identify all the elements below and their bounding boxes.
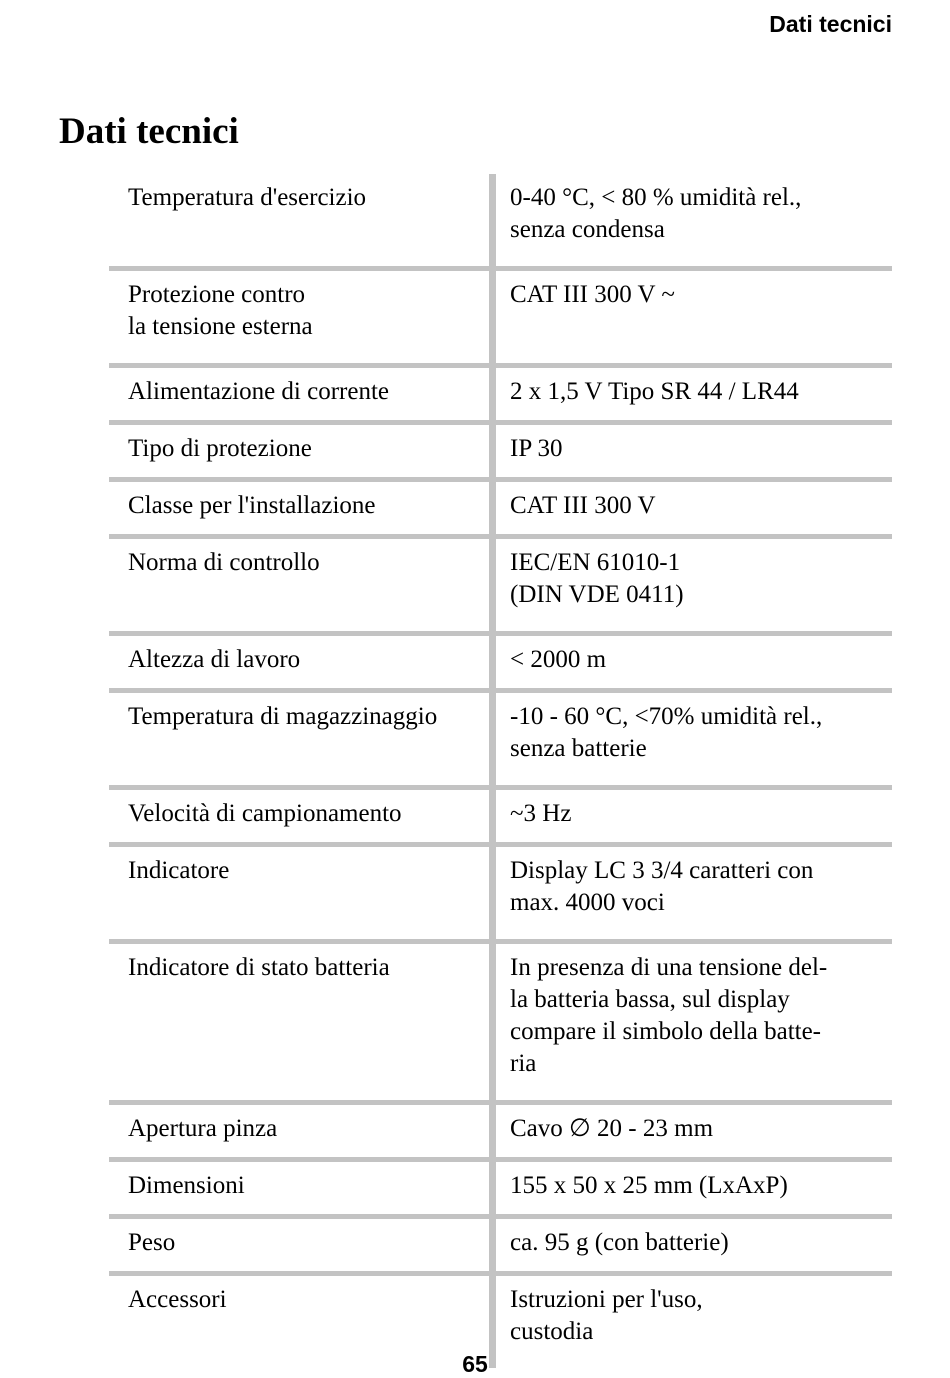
spec-row (109, 1162, 892, 1219)
spec-label: Temperatura d'esercizio (109, 174, 496, 266)
spec-value: 2 x 1,5 V Tipo SR 44 / LR44 (510, 378, 799, 405)
spec-row (109, 174, 892, 271)
spec-value: IEC/EN 61010-1 (DIN VDE 0411) (510, 549, 684, 608)
spec-label: Tipo di protezione (109, 425, 496, 477)
spec-row (109, 847, 892, 944)
spec-row (109, 1219, 892, 1276)
spec-label: Apertura pinza (109, 1105, 496, 1157)
spec-value: ca. 95 g (con batterie) (510, 1229, 729, 1256)
section-title: Dati tecnici (59, 111, 239, 152)
spec-value: CAT III 300 V (510, 492, 656, 519)
spec-row (109, 790, 892, 847)
spec-value: CAT III 300 V ~ (510, 281, 675, 308)
running-header: Dati tecnici (769, 11, 892, 37)
spec-label: Temperatura di magazzinaggio (109, 693, 496, 785)
spec-row (109, 368, 892, 425)
spec-label: Accessori (109, 1276, 496, 1368)
spec-value: ~3 Hz (510, 800, 572, 827)
spec-label: Classe per l'installazione (109, 482, 496, 534)
spec-row (109, 636, 892, 693)
spec-value: Istruzioni per l'uso, custodia (510, 1286, 703, 1345)
spec-row (109, 482, 892, 539)
spec-value: -10 - 60 °C, <70% umidità rel., senza batterie (510, 703, 823, 762)
spec-row (109, 539, 892, 636)
spec-row (109, 1105, 892, 1162)
spec-value: < 2000 m (510, 646, 607, 673)
spec-label: Altezza di lavoro (109, 636, 496, 688)
spec-label: Alimentazione di corrente (109, 368, 496, 420)
spec-label: Indicatore (109, 847, 496, 939)
spec-label: Dimensioni (109, 1162, 496, 1214)
spec-value: IP 30 (510, 435, 563, 462)
spec-row (109, 425, 892, 482)
spec-value: 155 x 50 x 25 mm (LxAxP) (510, 1172, 788, 1199)
spec-label: Indicatore di stato batteria (109, 944, 496, 1100)
spec-row (109, 944, 892, 1105)
spec-label: Norma di controllo (109, 539, 496, 631)
spec-row (109, 271, 892, 368)
spec-value: In presenza di una tensione del- la batteria bassa, sul display compare il simbolo della batte- ria (510, 954, 828, 1077)
spec-label: Protezione contro la tensione esterna (109, 271, 496, 363)
spec-value: Display LC 3 3/4 caratteri con max. 4000 voci (510, 857, 814, 916)
spec-value: 0-40 °C, < 80 % umidità rel., senza condensa (510, 184, 802, 243)
spec-row (109, 693, 892, 790)
spec-label: Peso (109, 1219, 496, 1271)
spec-table (109, 174, 892, 1368)
page-number: 65 (462, 1351, 488, 1377)
spec-label: Velocità di campionamento (109, 790, 496, 842)
spec-value: Cavo ∅ 20 - 23 mm (510, 1115, 714, 1142)
